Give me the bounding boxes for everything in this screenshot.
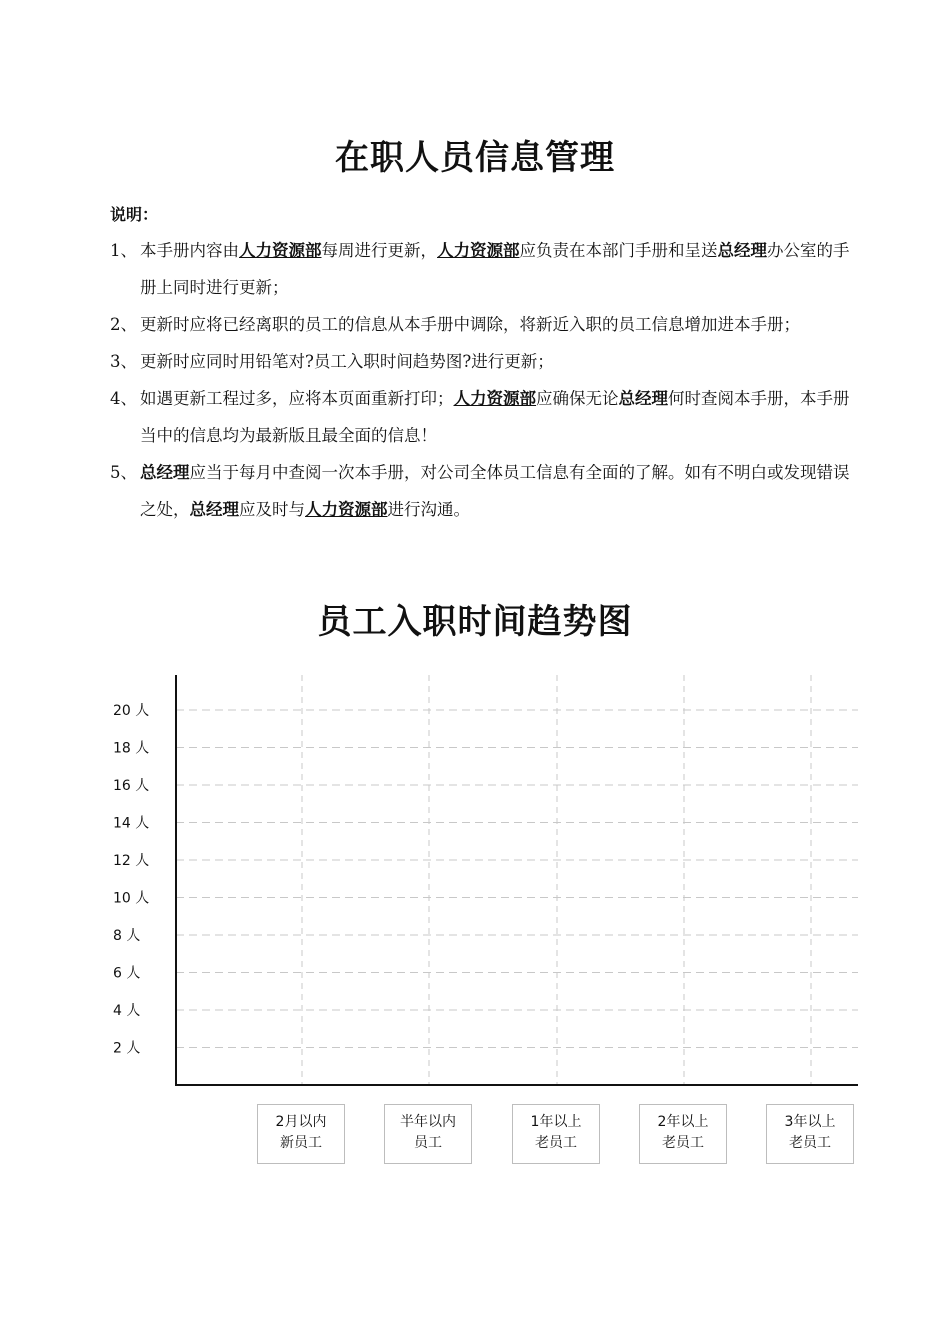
note-text: 应及时与 [239,500,305,519]
role-name: 总经理 [618,389,668,408]
note-text: 本手册内容由 [140,241,239,260]
department-name: 人力资源部 [305,500,388,519]
note-text: 应负责在本部门手册和呈送 [519,241,718,260]
department-name: 人力资源部 [239,241,322,260]
x-category-label: 1年以上 老员工 [512,1104,600,1164]
y-tick-label: 12 人 [113,853,150,869]
note-text: 更新时应同时用铅笔对?员工入职时间趋势图?进行更新； [140,352,554,371]
y-tick-label: 2 人 [113,1040,141,1057]
x-category-label: 2年以上 老员工 [639,1104,727,1164]
note-number: 3、 [110,352,137,371]
role-name: 总经理 [140,463,190,482]
note-number: 1、 [110,241,137,260]
note-number: 5、 [110,463,137,482]
y-tick-label: 10 人 [113,890,150,907]
x-category-label: 2月以内 新员工 [257,1104,345,1164]
document-title: 在职人员信息管理 [335,138,615,178]
y-tick-label: 18 人 [113,740,150,757]
note-text: 何时查阅本手册，本手册当中的信息均为最新版且最全面的信息！ [140,389,850,445]
note-text: 进行沟通。 [387,500,470,519]
note-text: 每周进行更新， [321,241,437,260]
y-tick-label: 6 人 [113,965,141,982]
y-tick-label: 14 人 [113,815,150,832]
y-tick-label: 8 人 [113,928,141,944]
y-tick-label: 16 人 [113,778,150,794]
note-text: 更新时应将已经离职的员工的信息从本手册中调除，将新近入职的员工信息增加进本手册； [140,315,800,334]
y-tick-label: 4 人 [113,1003,141,1019]
chart-title: 员工入职时间趋势图 [317,602,633,642]
y-tick-label: 20 人 [113,703,150,719]
note-text: 如遇更新工程过多，应将本页面重新打印； [140,389,454,408]
role-name: 总经理 [189,500,239,519]
notes-heading: 说明： [110,205,159,224]
department-name: 人力资源部 [453,389,536,408]
role-name: 总经理 [717,241,767,260]
department-name: 人力资源部 [437,241,520,260]
x-category-label: 3年以上 老员工 [766,1104,854,1164]
note-text: 办公室的手册上同时进行更新； [140,241,850,297]
note-text: 应当于每月中查阅一次本手册，对公司全体员工信息有全面的了解。如有不明白或发现错误之处， [140,463,850,519]
x-category-label: 半年以内 员工 [384,1104,472,1164]
note-number: 2、 [110,315,137,334]
note-text: 应确保无论 [536,389,619,408]
note-number: 4、 [110,389,137,408]
